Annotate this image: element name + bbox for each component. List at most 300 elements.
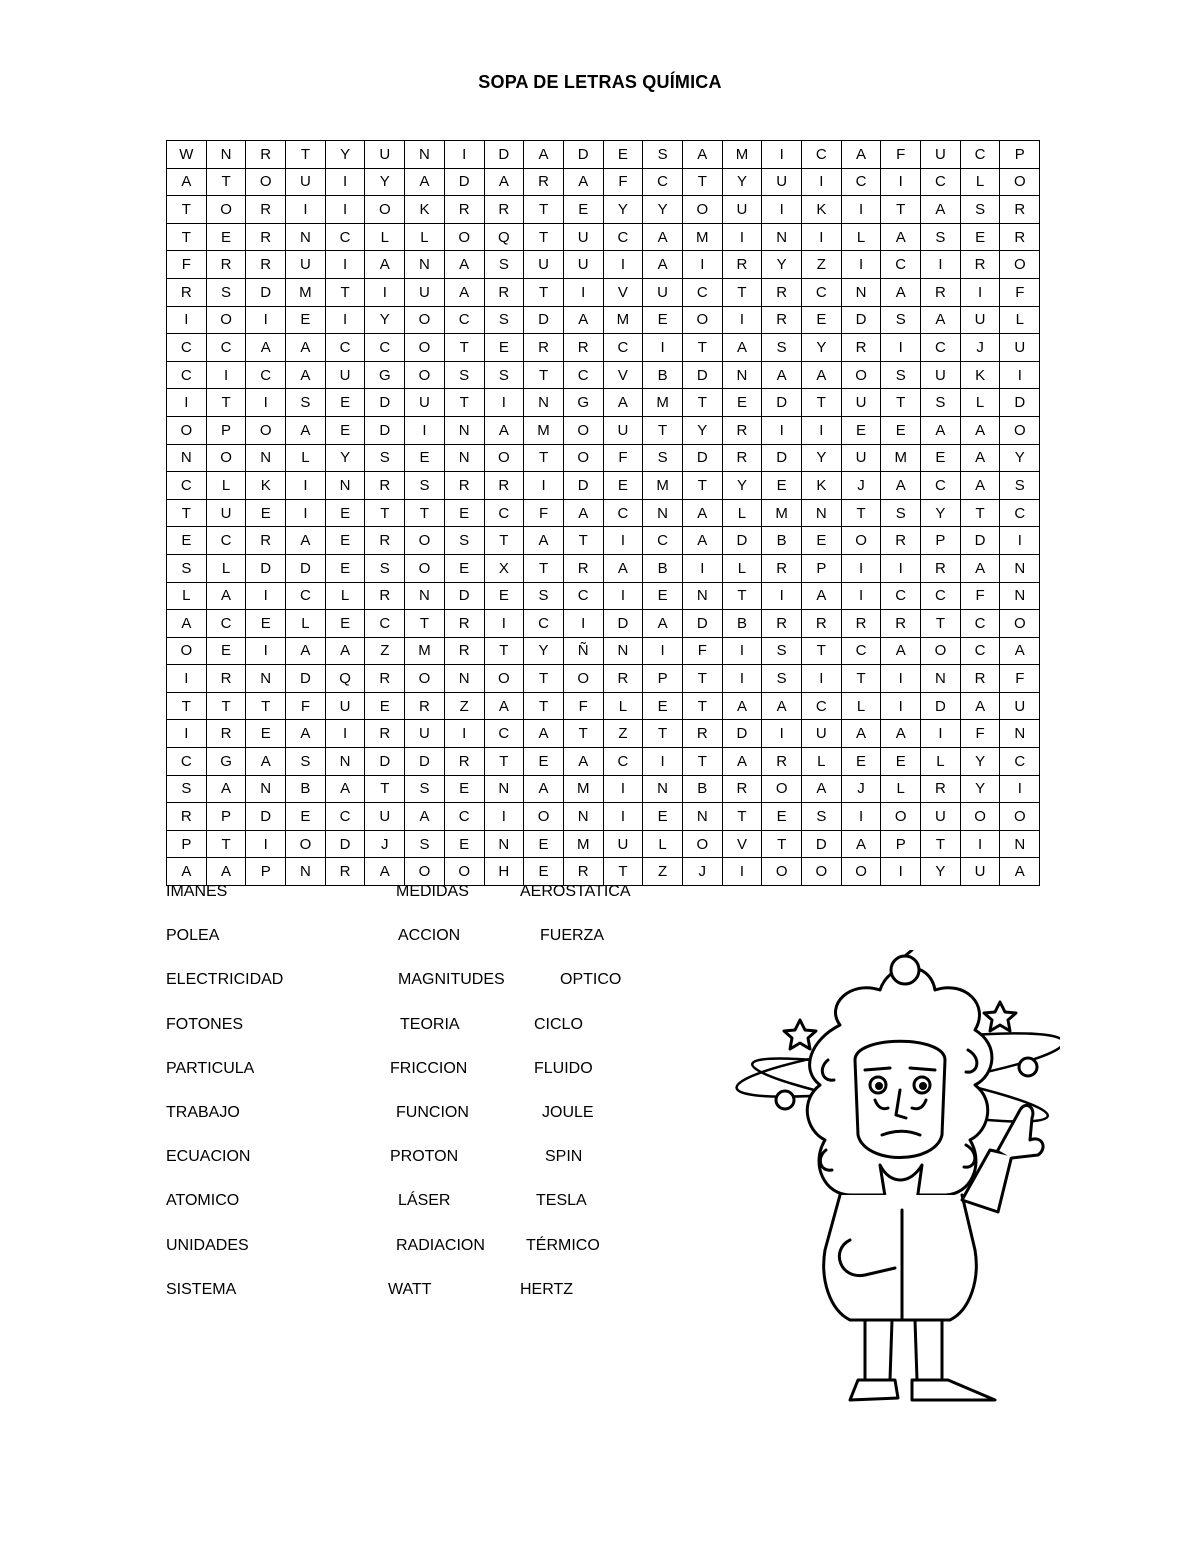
grid-cell: O xyxy=(1000,803,1040,831)
grid-row xyxy=(167,830,1040,858)
grid-cell: C xyxy=(286,582,326,610)
grid-cell: C xyxy=(802,141,842,169)
grid-cell: O xyxy=(444,858,484,886)
grid-cell: F xyxy=(603,168,643,196)
grid-cell: R xyxy=(1000,196,1040,224)
grid-cell: U xyxy=(286,168,326,196)
grid-cell: I xyxy=(246,582,286,610)
grid-cell: T xyxy=(762,830,802,858)
grid-cell: L xyxy=(722,554,762,582)
grid-cell: T xyxy=(960,499,1000,527)
grid-cell: I xyxy=(762,720,802,748)
grid-cell: S xyxy=(960,196,1000,224)
grid-cell: K xyxy=(802,472,842,500)
grid-cell: O xyxy=(206,196,246,224)
grid-cell: N xyxy=(405,141,445,169)
grid-cell: S xyxy=(484,251,524,279)
grid-cell: D xyxy=(365,389,405,417)
word-list-item: FUNCION xyxy=(396,1104,469,1121)
grid-cell: C xyxy=(841,637,881,665)
word-list-item: JOULE xyxy=(542,1104,594,1121)
grid-cell: D xyxy=(405,748,445,776)
grid-cell: R xyxy=(206,665,246,693)
grid-cell: A xyxy=(802,775,842,803)
grid-cell: E xyxy=(524,858,564,886)
grid-cell: L xyxy=(206,472,246,500)
grid-cell: R xyxy=(524,168,564,196)
grid-cell: C xyxy=(563,361,603,389)
grid-cell: M xyxy=(722,141,762,169)
grid-cell: D xyxy=(286,554,326,582)
grid-cell: S xyxy=(643,444,683,472)
grid-cell: A xyxy=(563,306,603,334)
grid-cell: I xyxy=(286,196,326,224)
grid-cell: N xyxy=(841,278,881,306)
grid-cell: I xyxy=(1000,527,1040,555)
grid-cell: N xyxy=(246,775,286,803)
grid-cell: A xyxy=(206,858,246,886)
grid-cell: Y xyxy=(960,775,1000,803)
grid-cell: U xyxy=(722,196,762,224)
grid-cell: U xyxy=(1000,692,1040,720)
grid-cell: N xyxy=(563,803,603,831)
grid-cell: O xyxy=(405,306,445,334)
grid-cell: S xyxy=(444,361,484,389)
grid-cell: F xyxy=(960,720,1000,748)
word-list-item: IMANES xyxy=(166,883,228,900)
grid-cell: E xyxy=(444,499,484,527)
grid-cell: I xyxy=(246,637,286,665)
grid-cell: E xyxy=(762,803,802,831)
grid-cell: A xyxy=(960,472,1000,500)
grid-cell: P xyxy=(1000,141,1040,169)
grid-cell: F xyxy=(167,251,207,279)
grid-cell: R xyxy=(484,278,524,306)
grid-cell: R xyxy=(921,278,961,306)
grid-cell: O xyxy=(484,665,524,693)
grid-cell: R xyxy=(563,554,603,582)
grid-row xyxy=(167,334,1040,362)
grid-cell: D xyxy=(841,306,881,334)
grid-cell: T xyxy=(365,775,405,803)
grid-cell: P xyxy=(802,554,842,582)
grid-cell: E xyxy=(246,610,286,638)
grid-cell: A xyxy=(286,416,326,444)
grid-cell: A xyxy=(365,858,405,886)
grid-cell: I xyxy=(881,692,921,720)
word-list-item: POLEA xyxy=(166,927,220,945)
grid-cell: O xyxy=(881,803,921,831)
grid-cell: E xyxy=(325,389,365,417)
grid-cell: F xyxy=(1000,665,1040,693)
grid-cell: T xyxy=(206,168,246,196)
grid-cell: A xyxy=(881,223,921,251)
grid-cell: S xyxy=(921,389,961,417)
grid-cell: G xyxy=(206,748,246,776)
grid-cell: Y xyxy=(921,499,961,527)
grid-cell: C xyxy=(960,637,1000,665)
word-list-item: ELECTRICIDAD xyxy=(166,971,284,989)
grid-cell: I xyxy=(325,168,365,196)
grid-cell: T xyxy=(682,665,722,693)
grid-row xyxy=(167,444,1040,472)
grid-cell: G xyxy=(563,389,603,417)
grid-cell: B xyxy=(682,775,722,803)
grid-cell: O xyxy=(563,665,603,693)
grid-cell: R xyxy=(1000,223,1040,251)
grid-cell: D xyxy=(762,444,802,472)
grid-cell: A xyxy=(563,499,603,527)
grid-cell: C xyxy=(921,582,961,610)
scientist-cartoon-icon xyxy=(730,950,1060,1420)
grid-cell: I xyxy=(365,278,405,306)
word-list-item: TRABAJO xyxy=(166,1104,240,1121)
grid-cell: R xyxy=(365,527,405,555)
grid-cell: I xyxy=(603,582,643,610)
grid-cell: O xyxy=(841,858,881,886)
grid-cell: O xyxy=(762,775,802,803)
grid-cell: E xyxy=(444,830,484,858)
grid-cell: O xyxy=(286,830,326,858)
grid-cell: C xyxy=(682,278,722,306)
letter-grid xyxy=(166,140,1040,886)
grid-cell: C xyxy=(206,334,246,362)
grid-cell: A xyxy=(802,361,842,389)
grid-cell: A xyxy=(524,141,564,169)
grid-row xyxy=(167,278,1040,306)
grid-cell: R xyxy=(960,251,1000,279)
grid-cell: A xyxy=(206,775,246,803)
grid-cell: T xyxy=(206,389,246,417)
grid-cell: A xyxy=(444,278,484,306)
grid-cell: E xyxy=(325,554,365,582)
grid-cell: I xyxy=(1000,775,1040,803)
grid-cell: C xyxy=(484,720,524,748)
grid-cell: I xyxy=(682,554,722,582)
grid-cell: R xyxy=(206,720,246,748)
grid-cell: U xyxy=(365,803,405,831)
grid-cell: E xyxy=(325,527,365,555)
grid-cell: A xyxy=(286,361,326,389)
grid-cell: R xyxy=(246,196,286,224)
grid-cell: T xyxy=(444,389,484,417)
grid-cell: T xyxy=(921,610,961,638)
grid-cell: E xyxy=(802,306,842,334)
grid-cell: B xyxy=(643,361,683,389)
grid-cell: T xyxy=(682,168,722,196)
grid-cell: O xyxy=(405,554,445,582)
grid-cell: M xyxy=(603,306,643,334)
grid-cell: L xyxy=(722,499,762,527)
grid-cell: O xyxy=(405,665,445,693)
grid-cell: T xyxy=(524,278,564,306)
grid-cell: T xyxy=(841,665,881,693)
grid-cell: U xyxy=(603,416,643,444)
grid-cell: N xyxy=(405,251,445,279)
grid-cell: B xyxy=(286,775,326,803)
word-list-item: PROTON xyxy=(390,1148,459,1166)
grid-cell: T xyxy=(167,499,207,527)
word-list-item: FLUIDO xyxy=(534,1059,593,1077)
grid-cell: T xyxy=(444,334,484,362)
word-list-item: CICLO xyxy=(534,1015,583,1033)
grid-cell: L xyxy=(841,223,881,251)
grid-cell: R xyxy=(246,251,286,279)
grid-cell: D xyxy=(484,141,524,169)
word-list-item: AEROSTATICA xyxy=(520,883,631,900)
grid-cell: N xyxy=(484,830,524,858)
grid-cell: I xyxy=(802,416,842,444)
grid-cell: N xyxy=(444,444,484,472)
grid-cell: N xyxy=(246,444,286,472)
grid-cell: C xyxy=(802,278,842,306)
grid-cell: I xyxy=(682,251,722,279)
grid-cell: U xyxy=(325,361,365,389)
grid-cell: F xyxy=(1000,278,1040,306)
word-list-item: MEDIDAS xyxy=(396,883,469,900)
grid-cell: E xyxy=(722,389,762,417)
grid-cell: I xyxy=(802,168,842,196)
grid-cell: L xyxy=(603,692,643,720)
grid-cell: I xyxy=(722,665,762,693)
grid-cell: E xyxy=(881,748,921,776)
grid-cell: I xyxy=(762,582,802,610)
grid-cell: C xyxy=(1000,499,1040,527)
grid-cell: I xyxy=(325,720,365,748)
grid-cell: U xyxy=(405,389,445,417)
grid-cell: S xyxy=(643,141,683,169)
grid-cell: Y xyxy=(722,472,762,500)
grid-cell: F xyxy=(682,637,722,665)
grid-cell: C xyxy=(603,223,643,251)
grid-cell: R xyxy=(444,637,484,665)
grid-cell: I xyxy=(405,416,445,444)
grid-cell: A xyxy=(643,223,683,251)
grid-cell: A xyxy=(643,251,683,279)
grid-cell: T xyxy=(563,527,603,555)
grid-cell: E xyxy=(643,803,683,831)
grid-cell: O xyxy=(563,444,603,472)
grid-cell: P xyxy=(206,416,246,444)
grid-cell: R xyxy=(762,306,802,334)
grid-cell: A xyxy=(960,416,1000,444)
grid-cell: I xyxy=(841,251,881,279)
grid-cell: N xyxy=(246,665,286,693)
grid-cell: U xyxy=(405,278,445,306)
grid-cell: I xyxy=(921,720,961,748)
grid-cell: A xyxy=(682,527,722,555)
grid-cell: C xyxy=(365,334,405,362)
grid-cell: R xyxy=(484,196,524,224)
grid-cell: N xyxy=(802,499,842,527)
grid-cell: S xyxy=(881,499,921,527)
word-list-item: MAGNITUDES xyxy=(398,971,505,989)
grid-cell: T xyxy=(881,196,921,224)
grid-cell: T xyxy=(484,637,524,665)
grid-cell: N xyxy=(1000,720,1040,748)
grid-cell: A xyxy=(484,168,524,196)
grid-cell: I xyxy=(762,196,802,224)
word-list-item: TEORIA xyxy=(400,1015,460,1033)
grid-row xyxy=(167,389,1040,417)
grid-cell: N xyxy=(444,416,484,444)
grid-cell: I xyxy=(603,251,643,279)
grid-cell: R xyxy=(365,665,405,693)
grid-cell: E xyxy=(246,720,286,748)
grid-cell: R xyxy=(365,582,405,610)
grid-cell: C xyxy=(563,582,603,610)
grid-cell: T xyxy=(167,223,207,251)
grid-cell: I xyxy=(167,389,207,417)
grid-cell: I xyxy=(722,306,762,334)
grid-cell: R xyxy=(444,610,484,638)
grid-cell: U xyxy=(405,720,445,748)
grid-cell: I xyxy=(841,803,881,831)
grid-cell: A xyxy=(246,334,286,362)
grid-cell: I xyxy=(484,803,524,831)
grid-cell: S xyxy=(206,278,246,306)
grid-cell: D xyxy=(682,610,722,638)
grid-cell: U xyxy=(325,692,365,720)
grid-cell: I xyxy=(722,223,762,251)
grid-cell: O xyxy=(1000,251,1040,279)
grid-cell: C xyxy=(643,168,683,196)
grid-row xyxy=(167,306,1040,334)
grid-cell: C xyxy=(524,610,564,638)
grid-cell: R xyxy=(881,610,921,638)
grid-cell: D xyxy=(1000,389,1040,417)
grid-cell: S xyxy=(405,472,445,500)
grid-cell: I xyxy=(722,858,762,886)
grid-cell: E xyxy=(286,803,326,831)
grid-cell: O xyxy=(206,306,246,334)
grid-cell: U xyxy=(1000,334,1040,362)
word-list-item: FOTONES xyxy=(166,1015,244,1033)
grid-cell: Y xyxy=(722,168,762,196)
grid-cell: B xyxy=(643,554,683,582)
grid-cell: U xyxy=(960,306,1000,334)
grid-cell: I xyxy=(246,306,286,334)
grid-cell: R xyxy=(365,472,405,500)
grid-cell: Y xyxy=(1000,444,1040,472)
grid-cell: C xyxy=(167,334,207,362)
grid-cell: N xyxy=(444,665,484,693)
grid-cell: M xyxy=(643,389,683,417)
grid-cell: B xyxy=(762,527,802,555)
grid-cell: I xyxy=(563,278,603,306)
grid-cell: R xyxy=(325,858,365,886)
grid-cell: A xyxy=(167,168,207,196)
grid-cell: U xyxy=(603,830,643,858)
grid-cell: A xyxy=(365,251,405,279)
grid-cell: R xyxy=(722,775,762,803)
grid-cell: I xyxy=(206,361,246,389)
grid-cell: E xyxy=(484,582,524,610)
grid-cell: L xyxy=(802,748,842,776)
grid-cell: A xyxy=(286,637,326,665)
grid-row xyxy=(167,554,1040,582)
grid-row xyxy=(167,748,1040,776)
grid-row xyxy=(167,582,1040,610)
grid-cell: E xyxy=(524,748,564,776)
grid-cell: O xyxy=(762,858,802,886)
grid-cell: E xyxy=(524,830,564,858)
grid-cell: Z xyxy=(603,720,643,748)
grid-cell: C xyxy=(841,168,881,196)
grid-cell: M xyxy=(405,637,445,665)
grid-cell: A xyxy=(960,554,1000,582)
grid-cell: P xyxy=(921,527,961,555)
grid-cell: N xyxy=(722,361,762,389)
grid-cell: O xyxy=(1000,416,1040,444)
grid-cell: A xyxy=(921,196,961,224)
grid-cell: E xyxy=(841,416,881,444)
grid-cell: R xyxy=(444,196,484,224)
grid-cell: D xyxy=(762,389,802,417)
grid-cell: I xyxy=(802,223,842,251)
grid-cell: C xyxy=(206,527,246,555)
grid-cell: U xyxy=(524,251,564,279)
grid-cell: A xyxy=(960,444,1000,472)
grid-cell: N xyxy=(206,141,246,169)
grid-cell: D xyxy=(682,444,722,472)
grid-cell: F xyxy=(881,141,921,169)
grid-cell: I xyxy=(643,748,683,776)
grid-cell: A xyxy=(206,582,246,610)
word-list-item: TESLA xyxy=(536,1192,587,1210)
grid-cell: A xyxy=(246,748,286,776)
grid-cell: E xyxy=(643,692,683,720)
grid-cell: R xyxy=(167,803,207,831)
grid-cell: U xyxy=(563,251,603,279)
grid-cell: Y xyxy=(921,858,961,886)
grid-cell: S xyxy=(365,444,405,472)
grid-cell: I xyxy=(603,775,643,803)
grid-cell: O xyxy=(682,306,722,334)
grid-cell: O xyxy=(405,334,445,362)
grid-cell: F xyxy=(524,499,564,527)
grid-cell: I xyxy=(841,582,881,610)
grid-cell: O xyxy=(246,416,286,444)
grid-cell: C xyxy=(444,306,484,334)
grid-cell: R xyxy=(921,554,961,582)
grid-cell: A xyxy=(1000,858,1040,886)
grid-cell: E xyxy=(365,692,405,720)
grid-cell: C xyxy=(167,361,207,389)
grid-cell: N xyxy=(603,637,643,665)
grid-cell: O xyxy=(167,416,207,444)
grid-cell: A xyxy=(881,720,921,748)
grid-cell: S xyxy=(1000,472,1040,500)
grid-cell: D xyxy=(444,168,484,196)
word-list-item: SISTEMA xyxy=(166,1280,237,1298)
grid-cell: A xyxy=(524,527,564,555)
grid-cell: U xyxy=(921,803,961,831)
grid-cell: L xyxy=(1000,306,1040,334)
grid-cell: U xyxy=(365,141,405,169)
grid-cell: S xyxy=(881,306,921,334)
grid-cell: E xyxy=(206,223,246,251)
grid-cell: T xyxy=(524,692,564,720)
grid-cell: K xyxy=(960,361,1000,389)
grid-cell: R xyxy=(722,444,762,472)
grid-cell: A xyxy=(960,692,1000,720)
grid-cell: M xyxy=(682,223,722,251)
grid-cell: E xyxy=(444,554,484,582)
grid-cell: J xyxy=(960,334,1000,362)
grid-cell: R xyxy=(921,775,961,803)
grid-cell: E xyxy=(405,444,445,472)
